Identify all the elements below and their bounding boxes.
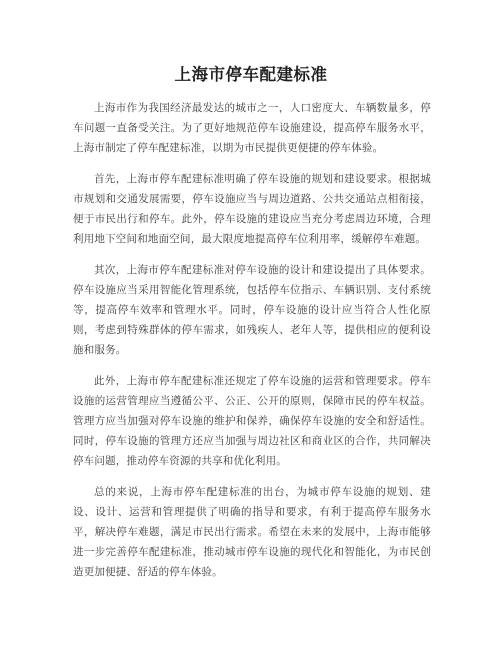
document-title: 上海市停车配建标准	[174, 65, 328, 84]
paragraph-planning: 首先，上海市停车配建标准明确了停车设施的规划和建设要求。根据城市规划和交通发展需要，停车设施应当与周边道路、公共交通站点相衔接，便于市民出行和停车。此外，停车设施的建设应当充分考虑周边环境，合理利用地下空间和地面空间，最大限度地提高停车位利用率，缓解停车难题。	[73, 173, 431, 245]
paragraph-operation: 此外，上海市停车配建标准还规定了停车设施的运营和管理要求。停车设施的运营管理应当遵循公平、公正、公开的原则，保障市民的停车权益。管理方应当加强对停车设施的维护和保养，确保停车设施的安全和舒适性。同时，停车设施的管理方还应当加强与周边社区和商业区的合作，共同解决停车问题，推动停车资源的共享和优化利用。	[73, 375, 431, 467]
paragraph-design: 其次，上海市停车配建标准对停车设施的设计和建设提出了具体要求。停车设施应当采用智能化管理系统，包括停车位指示、车辆识别、支付系统等，提高停车效率和管理水平。同时，停车设施的设计应当符合人性化原则，考虑到特殊群体的停车需求，如残疾人、老年人等，提供相应的便利设施和服务。	[73, 264, 431, 356]
document-body	[73, 98, 431, 593]
paragraph-conclusion: 总的来说，上海市停车配建标准的出台，为城市停车设施的规划、建设、设计、运营和管理提供了明确的指导和要求，有利于提高停车服务水平，解决停车难题，满足市民出行需求。希望在未来的发展中，上海市能够进一步完善停车配建标准，推动城市停车设施的现代化和智能化，为市民创造更加便捷、舒适的停车体验。	[73, 486, 431, 578]
paragraph-intro: 上海市作为我国经济最发达的城市之一，人口密度大、车辆数量多，停车问题一直备受关注。为了更好地规范停车设施建设，提高停车服务水平，上海市制定了停车配建标准，以期为市民提供更便捷的停车体验。	[73, 102, 431, 154]
